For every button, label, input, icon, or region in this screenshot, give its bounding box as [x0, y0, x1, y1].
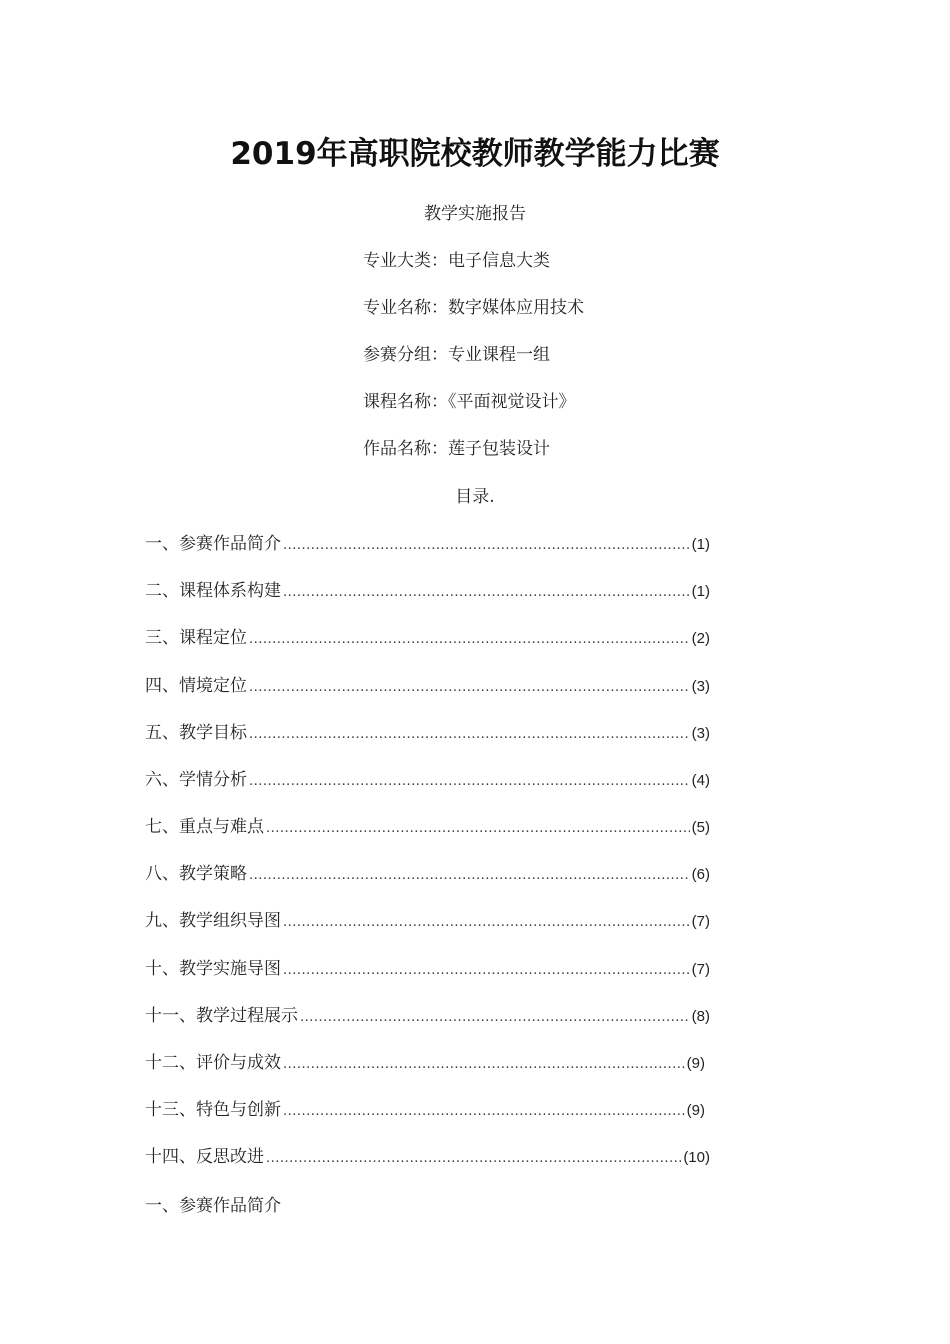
toc-entry-label: 十四、反思改进: [145, 1147, 264, 1167]
toc-leader: [249, 727, 690, 742]
toc-leader: [249, 632, 690, 647]
toc-entry-label: 一、参赛作品简介: [145, 534, 281, 554]
toc-leader: [283, 963, 690, 978]
toc-heading: 目录.: [455, 487, 495, 507]
info-label: 参赛分组：: [363, 345, 448, 365]
section-heading: 一、参赛作品简介: [145, 1196, 281, 1216]
toc-entry[interactable]: [145, 1001, 710, 1025]
document-subtitle: 教学实施报告: [424, 204, 526, 224]
toc-entry-page: (10): [683, 1149, 710, 1166]
toc-entry[interactable]: [145, 1048, 705, 1072]
toc-entry-label: 二、课程体系构建: [145, 581, 281, 601]
toc-entry-page: (7): [691, 913, 710, 930]
toc-entry-page: (7): [691, 961, 710, 978]
toc-entry-page: (8): [691, 1008, 710, 1025]
toc-leader: [283, 915, 690, 930]
info-line-work: [363, 434, 550, 459]
toc-entry-label: 十一、教学过程展示: [145, 1006, 298, 1026]
info-line-course: [363, 387, 576, 412]
toc-entry[interactable]: [145, 576, 710, 600]
info-label: 专业大类：: [363, 251, 448, 271]
toc-entry-page: (9): [686, 1102, 705, 1119]
toc-leader: [266, 821, 690, 836]
toc-leader: [249, 774, 690, 789]
toc-entry-page: (1): [691, 583, 710, 600]
toc-leader: [249, 680, 690, 695]
info-value: 莲子包装设计: [448, 439, 550, 459]
toc-entry-page: (2): [691, 630, 710, 647]
info-label: 作品名称：: [363, 439, 448, 459]
toc-entry-label: 四、情境定位: [145, 676, 247, 696]
info-label: 课程名称：: [363, 392, 448, 412]
toc-entry-label: 十二、评价与成效: [145, 1053, 281, 1073]
toc-leader: [300, 1010, 690, 1025]
toc-entry-label: 十、教学实施导图: [145, 959, 281, 979]
toc-entry[interactable]: [145, 812, 710, 836]
toc-leader: [283, 1104, 685, 1119]
info-value: 电子信息大类: [448, 251, 550, 271]
toc-leader: [283, 1057, 685, 1072]
toc-entry[interactable]: [145, 954, 710, 978]
info-line-major: [363, 293, 584, 318]
info-line-category: [363, 246, 550, 271]
toc-entry-label: 九、教学组织导图: [145, 911, 281, 931]
info-value: 数字媒体应用技术: [448, 298, 584, 318]
toc-entry-page: (3): [691, 678, 710, 695]
toc-entry[interactable]: [145, 1095, 705, 1119]
toc-entry[interactable]: [145, 623, 710, 647]
toc-entry[interactable]: [145, 906, 710, 930]
toc-entry-page: (6): [691, 866, 710, 883]
info-value: 专业课程一组: [448, 345, 550, 365]
info-line-group: [363, 340, 550, 365]
toc-entry-label: 五、教学目标: [145, 723, 247, 743]
toc-entry-page: (1): [691, 536, 710, 553]
toc-entry[interactable]: [145, 718, 710, 742]
toc-entry-label: 六、学情分析: [145, 770, 247, 790]
toc-leader: [283, 585, 690, 600]
toc-entry[interactable]: [145, 671, 710, 695]
toc-entry[interactable]: [145, 765, 710, 789]
toc-entry-label: 三、课程定位: [145, 628, 247, 648]
toc-entry-label: 十三、特色与创新: [145, 1100, 281, 1120]
info-value: 《平面视觉设计》: [448, 392, 576, 412]
toc-entry[interactable]: [145, 529, 710, 553]
toc-entry-page: (9): [686, 1055, 705, 1072]
toc-entry-page: (4): [691, 772, 710, 789]
toc-entry[interactable]: [145, 859, 710, 883]
document-title: 2019年高职院校教师教学能力比赛: [230, 136, 720, 172]
toc-entry-label: 七、重点与难点: [145, 817, 264, 837]
info-label: 专业名称：: [363, 298, 448, 318]
toc-leader: [249, 868, 690, 883]
toc-entry-page: (3): [691, 725, 710, 742]
toc-leader: [266, 1151, 681, 1166]
toc-leader: [283, 538, 690, 553]
toc-entry[interactable]: [145, 1142, 710, 1166]
toc-entry-page: (5): [691, 819, 710, 836]
toc-entry-label: 八、教学策略: [145, 864, 247, 884]
